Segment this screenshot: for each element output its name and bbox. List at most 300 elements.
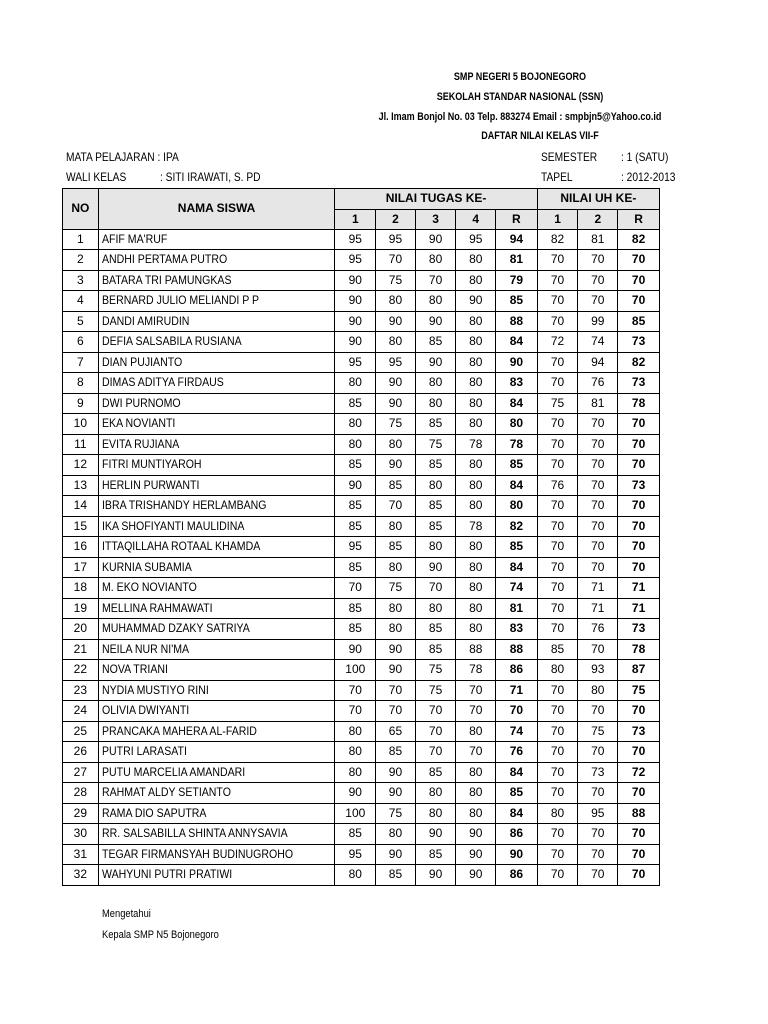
- tugas-score: 90: [376, 639, 416, 660]
- sub-header-tugas: 2: [376, 209, 416, 229]
- uh-average: 72: [618, 762, 660, 783]
- table-row: [63, 229, 660, 250]
- uh-average: 73: [618, 475, 660, 496]
- uh-score: 70: [537, 578, 578, 599]
- tugas-score: 80: [335, 721, 376, 742]
- table-row: [63, 762, 660, 783]
- tugas-score: 80: [456, 598, 496, 619]
- tugas-score: 80: [335, 434, 376, 455]
- tugas-score: 90: [456, 844, 496, 865]
- student-name: [98, 865, 335, 886]
- student-name: [98, 311, 335, 332]
- tugas-score: 85: [376, 537, 416, 558]
- student-name: [98, 762, 335, 783]
- tugas-score: 80: [415, 373, 456, 394]
- tugas-score: 70: [335, 578, 376, 599]
- row-number: 9: [63, 393, 99, 414]
- uh-score: 95: [578, 803, 618, 824]
- student-name-text: DIAN PUJIANTO: [101, 354, 182, 369]
- tugas-score: 95: [456, 229, 496, 250]
- student-name: [98, 270, 335, 291]
- tugas-score: 80: [456, 373, 496, 394]
- tugas-average: 90: [496, 844, 538, 865]
- sub-header-tugas: R: [496, 209, 538, 229]
- tugas-average: 81: [496, 250, 538, 271]
- tugas-score: 80: [456, 270, 496, 291]
- table-row: [63, 639, 660, 660]
- uh-score: 76: [578, 373, 618, 394]
- uh-score: 80: [537, 660, 578, 681]
- uh-average: 78: [618, 393, 660, 414]
- uh-score: 70: [578, 537, 618, 558]
- student-name: [98, 352, 335, 373]
- tugas-score: 85: [415, 332, 456, 353]
- uh-score: 76: [537, 475, 578, 496]
- row-number: 22: [63, 660, 99, 681]
- uh-average: 70: [618, 537, 660, 558]
- sub-header-tugas: 3: [415, 209, 456, 229]
- uh-score: 70: [578, 455, 618, 476]
- student-name-text: IKA SHOFIYANTI MAULIDINA: [101, 518, 245, 533]
- student-name: [98, 393, 335, 414]
- uh-score: 70: [537, 762, 578, 783]
- student-name: [98, 721, 335, 742]
- tugas-score: 90: [415, 865, 456, 886]
- tugas-score: 80: [335, 414, 376, 435]
- tugas-average: 86: [496, 865, 538, 886]
- tugas-score: 85: [415, 455, 456, 476]
- tugas-score: 75: [376, 578, 416, 599]
- uh-score: 70: [537, 557, 578, 578]
- student-name: [98, 844, 335, 865]
- tugas-score: 90: [376, 762, 416, 783]
- uh-score: 70: [578, 639, 618, 660]
- tugas-score: 80: [335, 762, 376, 783]
- tugas-score: 80: [456, 557, 496, 578]
- row-number: 4: [63, 291, 99, 312]
- table-row: [63, 824, 660, 845]
- tugas-score: 70: [415, 721, 456, 742]
- student-name-text: DWI PURNOMO: [101, 395, 181, 410]
- table-row: [63, 865, 660, 886]
- uh-score: 70: [537, 516, 578, 537]
- table-row: [63, 332, 660, 353]
- uh-score: 70: [537, 721, 578, 742]
- tugas-score: 80: [456, 455, 496, 476]
- tugas-average: 88: [496, 639, 538, 660]
- tugas-score: 75: [415, 680, 456, 701]
- uh-score: 70: [537, 373, 578, 394]
- uh-average: 70: [618, 434, 660, 455]
- tugas-average: 79: [496, 270, 538, 291]
- col-group-tugas: NILAI TUGAS KE-: [335, 189, 537, 210]
- uh-score: 74: [578, 332, 618, 353]
- row-number: 16: [63, 537, 99, 558]
- uh-score: 75: [537, 393, 578, 414]
- uh-average: 70: [618, 844, 660, 865]
- uh-average: 70: [618, 557, 660, 578]
- uh-score: 70: [578, 557, 618, 578]
- tugas-score: 85: [415, 496, 456, 517]
- student-name-text: NEILA NUR NI'MA: [101, 641, 189, 656]
- table-row: [63, 844, 660, 865]
- tugas-score: 90: [376, 783, 416, 804]
- row-number: 2: [63, 250, 99, 271]
- uh-score: 80: [537, 803, 578, 824]
- uh-score: 70: [537, 455, 578, 476]
- tugas-average: 74: [496, 721, 538, 742]
- uh-average: 70: [618, 414, 660, 435]
- uh-score: 70: [537, 496, 578, 517]
- uh-score: 70: [578, 434, 618, 455]
- student-name: [98, 455, 335, 476]
- uh-average: 70: [618, 742, 660, 763]
- tugas-score: 85: [376, 475, 416, 496]
- uh-score: 70: [537, 414, 578, 435]
- tugas-score: 65: [376, 721, 416, 742]
- tugas-score: 80: [456, 537, 496, 558]
- student-name-text: BATARA TRI PAMUNGKAS: [101, 272, 232, 287]
- tugas-score: 90: [415, 557, 456, 578]
- tugas-score: 80: [456, 393, 496, 414]
- student-name-text: HERLIN PURWANTI: [101, 477, 200, 492]
- uh-score: 70: [537, 680, 578, 701]
- tugas-average: 90: [496, 352, 538, 373]
- tugas-score: 95: [335, 844, 376, 865]
- tugas-average: 85: [496, 455, 538, 476]
- uh-score: 82: [537, 229, 578, 250]
- table-row: [63, 598, 660, 619]
- tugas-score: 80: [376, 516, 416, 537]
- tugas-score: 90: [376, 455, 416, 476]
- sub-header-tugas: 1: [335, 209, 376, 229]
- tugas-score: 70: [376, 250, 416, 271]
- table-row: [63, 803, 660, 824]
- tugas-score: 85: [335, 598, 376, 619]
- tugas-score: 80: [415, 475, 456, 496]
- uh-average: 71: [618, 598, 660, 619]
- uh-score: 76: [578, 619, 618, 640]
- uh-score: 70: [578, 824, 618, 845]
- row-number: 15: [63, 516, 99, 537]
- table-row: [63, 434, 660, 455]
- tugas-score: 90: [456, 865, 496, 886]
- col-header-name: NAMA SISWA: [98, 189, 335, 230]
- student-name-text: PUTU MARCELIA AMANDARI: [101, 764, 245, 779]
- student-name: [98, 803, 335, 824]
- tugas-score: 78: [456, 660, 496, 681]
- tugas-score: 85: [335, 455, 376, 476]
- uh-score: 72: [537, 332, 578, 353]
- tugas-score: 75: [376, 803, 416, 824]
- tugas-score: 80: [376, 598, 416, 619]
- tugas-score: 95: [335, 229, 376, 250]
- uh-average: 75: [618, 680, 660, 701]
- tugas-score: 75: [415, 660, 456, 681]
- list-title: DAFTAR NILAI KELAS VII-F: [481, 130, 599, 142]
- tugas-score: 80: [456, 721, 496, 742]
- tugas-score: 85: [415, 762, 456, 783]
- tugas-score: 80: [335, 865, 376, 886]
- tugas-score: 80: [335, 373, 376, 394]
- tugas-score: 90: [376, 393, 416, 414]
- tugas-average: 70: [496, 701, 538, 722]
- uh-score: 70: [537, 844, 578, 865]
- uh-score: 80: [578, 680, 618, 701]
- tugas-average: 74: [496, 578, 538, 599]
- tugas-score: 85: [335, 496, 376, 517]
- student-name-text: NYDIA MUSTIYO RINI: [101, 682, 209, 697]
- uh-score: 70: [537, 783, 578, 804]
- tugas-average: 85: [496, 783, 538, 804]
- student-name-text: KURNIA SUBAMIA: [101, 559, 192, 574]
- tugas-score: 70: [456, 742, 496, 763]
- student-name: [98, 701, 335, 722]
- tugas-score: 80: [456, 475, 496, 496]
- uh-score: 81: [578, 393, 618, 414]
- uh-score: 94: [578, 352, 618, 373]
- uh-average: 82: [618, 352, 660, 373]
- tugas-score: 90: [456, 824, 496, 845]
- student-name-text: IBRA TRISHANDY HERLAMBANG: [101, 498, 267, 513]
- tugas-score: 90: [335, 783, 376, 804]
- row-number: 21: [63, 639, 99, 660]
- tugas-score: 85: [335, 516, 376, 537]
- tugas-score: 75: [415, 434, 456, 455]
- table-row: [63, 475, 660, 496]
- uh-score: 70: [578, 516, 618, 537]
- uh-score: 70: [537, 742, 578, 763]
- semester-label: SEMESTER: [541, 150, 598, 164]
- table-row: [63, 455, 660, 476]
- table-row: [63, 270, 660, 291]
- tugas-score: 80: [335, 742, 376, 763]
- uh-score: 70: [578, 865, 618, 886]
- uh-score: 70: [537, 537, 578, 558]
- tugas-score: 100: [335, 803, 376, 824]
- student-name-text: MELLINA RAHMAWATI: [101, 600, 213, 615]
- uh-score: 70: [578, 414, 618, 435]
- student-name: [98, 660, 335, 681]
- sub-header-uh: R: [618, 209, 660, 229]
- student-name-text: NOVA TRIANI: [101, 662, 168, 677]
- row-number: 17: [63, 557, 99, 578]
- student-name-text: M. EKO NOVIANTO: [101, 580, 197, 595]
- tugas-score: 85: [335, 393, 376, 414]
- tugas-average: 84: [496, 762, 538, 783]
- tugas-score: 95: [376, 229, 416, 250]
- student-name-text: TEGAR FIRMANSYAH BUDINUGROHO: [101, 846, 293, 861]
- row-number: 28: [63, 783, 99, 804]
- tugas-score: 90: [376, 844, 416, 865]
- sub-header-uh: 2: [578, 209, 618, 229]
- tugas-score: 85: [335, 824, 376, 845]
- tugas-average: 84: [496, 803, 538, 824]
- grades-table: [62, 188, 660, 886]
- table-row: [63, 291, 660, 312]
- student-name-text: MUHAMMAD DZAKY SATRIYA: [101, 621, 250, 636]
- row-number: 29: [63, 803, 99, 824]
- table-row: [63, 496, 660, 517]
- semester-value: : 1 (SATU): [621, 150, 669, 164]
- uh-average: 70: [618, 496, 660, 517]
- table-row: [63, 619, 660, 640]
- tugas-score: 70: [376, 496, 416, 517]
- tugas-score: 70: [415, 701, 456, 722]
- student-name: [98, 373, 335, 394]
- student-name: [98, 742, 335, 763]
- tugas-score: 70: [376, 701, 416, 722]
- tugas-score: 80: [456, 332, 496, 353]
- subject-label: MATA PELAJARAN : IPA: [66, 150, 179, 164]
- tugas-score: 80: [376, 619, 416, 640]
- sub-header-tugas: 4: [456, 209, 496, 229]
- uh-average: 70: [618, 865, 660, 886]
- student-name: [98, 332, 335, 353]
- row-number: 23: [63, 680, 99, 701]
- tugas-score: 90: [415, 824, 456, 845]
- uh-average: 70: [618, 291, 660, 312]
- tugas-score: 80: [376, 291, 416, 312]
- tugas-score: 90: [335, 475, 376, 496]
- uh-average: 73: [618, 721, 660, 742]
- tugas-average: 83: [496, 373, 538, 394]
- uh-average: 70: [618, 824, 660, 845]
- uh-score: 70: [537, 311, 578, 332]
- tugas-score: 80: [456, 578, 496, 599]
- tugas-score: 70: [335, 680, 376, 701]
- uh-average: 70: [618, 701, 660, 722]
- student-name: [98, 639, 335, 660]
- student-name-text: RAHMAT ALDY SETIANTO: [101, 785, 231, 800]
- student-name-text: AFIF MA'RUF: [101, 231, 168, 246]
- table-row: [63, 373, 660, 394]
- uh-score: 70: [578, 496, 618, 517]
- student-name: [98, 496, 335, 517]
- uh-score: 70: [578, 291, 618, 312]
- tugas-score: 80: [376, 824, 416, 845]
- tugas-average: 86: [496, 660, 538, 681]
- tugas-score: 70: [335, 701, 376, 722]
- tugas-score: 80: [456, 250, 496, 271]
- student-name-text: DANDI AMIRUDIN: [101, 313, 190, 328]
- uh-average: 73: [618, 332, 660, 353]
- student-name-text: FITRI MUNTIYAROH: [101, 457, 202, 472]
- tugas-score: 85: [335, 557, 376, 578]
- tugas-score: 85: [415, 516, 456, 537]
- row-number: 6: [63, 332, 99, 353]
- tugas-score: 90: [456, 291, 496, 312]
- col-header-no: NO: [63, 189, 99, 230]
- tugas-average: 86: [496, 824, 538, 845]
- uh-average: 70: [618, 783, 660, 804]
- tugas-average: 85: [496, 537, 538, 558]
- school-address: Jl. Imam Bonjol No. 03 Telp. 883274 Email : smpbjn5@Yahoo.co.id: [378, 111, 662, 123]
- student-name: [98, 598, 335, 619]
- uh-score: 99: [578, 311, 618, 332]
- tugas-score: 90: [415, 229, 456, 250]
- row-number: 30: [63, 824, 99, 845]
- uh-score: 70: [578, 250, 618, 271]
- student-name-text: PRANCAKA MAHERA AL-FARID: [101, 723, 257, 738]
- uh-score: 70: [578, 270, 618, 291]
- row-number: 20: [63, 619, 99, 640]
- uh-average: 73: [618, 619, 660, 640]
- tugas-score: 80: [415, 537, 456, 558]
- tugas-score: 90: [335, 639, 376, 660]
- student-name-text: RAMA DIO SAPUTRA: [101, 805, 207, 820]
- uh-average: 70: [618, 250, 660, 271]
- tugas-score: 80: [456, 783, 496, 804]
- uh-average: 71: [618, 578, 660, 599]
- tugas-score: 75: [376, 270, 416, 291]
- tugas-score: 80: [415, 783, 456, 804]
- tugas-score: 85: [415, 639, 456, 660]
- table-row: [63, 578, 660, 599]
- tugas-score: 85: [376, 865, 416, 886]
- tugas-score: 80: [456, 496, 496, 517]
- table-row: [63, 742, 660, 763]
- tugas-score: 70: [456, 701, 496, 722]
- uh-average: 70: [618, 270, 660, 291]
- tugas-average: 84: [496, 332, 538, 353]
- row-number: 19: [63, 598, 99, 619]
- student-name-text: OLIVIA DWIYANTI: [101, 703, 189, 718]
- tugas-average: 84: [496, 557, 538, 578]
- student-name: [98, 475, 335, 496]
- tugas-score: 80: [456, 762, 496, 783]
- row-number: 3: [63, 270, 99, 291]
- tugas-score: 80: [376, 557, 416, 578]
- row-number: 27: [63, 762, 99, 783]
- student-name-text: EKA NOVIANTI: [101, 416, 176, 431]
- student-name-text: EVITA RUJIANA: [101, 436, 179, 451]
- tugas-average: 76: [496, 742, 538, 763]
- school-subtitle: SEKOLAH STANDAR NASIONAL (SSN): [436, 91, 604, 103]
- uh-score: 70: [537, 619, 578, 640]
- tugas-average: 80: [496, 496, 538, 517]
- tugas-average: 85: [496, 291, 538, 312]
- row-number: 26: [63, 742, 99, 763]
- uh-score: 85: [537, 639, 578, 660]
- table-row: [63, 721, 660, 742]
- tugas-score: 70: [456, 680, 496, 701]
- tugas-score: 80: [415, 250, 456, 271]
- tugas-score: 95: [376, 352, 416, 373]
- tugas-score: 90: [335, 332, 376, 353]
- student-name: [98, 680, 335, 701]
- tugas-score: 70: [415, 270, 456, 291]
- uh-score: 70: [537, 598, 578, 619]
- student-name: [98, 824, 335, 845]
- tugas-average: 84: [496, 475, 538, 496]
- uh-average: 87: [618, 660, 660, 681]
- tugas-score: 70: [415, 578, 456, 599]
- row-number: 18: [63, 578, 99, 599]
- uh-average: 78: [618, 639, 660, 660]
- tugas-score: 90: [335, 270, 376, 291]
- row-number: 24: [63, 701, 99, 722]
- uh-score: 70: [537, 270, 578, 291]
- student-name-text: WAHYUNI PUTRI PRATIWI: [101, 867, 232, 882]
- uh-average: 82: [618, 229, 660, 250]
- tugas-score: 80: [415, 598, 456, 619]
- tugas-score: 90: [376, 311, 416, 332]
- tugas-score: 90: [335, 311, 376, 332]
- row-number: 14: [63, 496, 99, 517]
- tugas-score: 70: [376, 680, 416, 701]
- row-number: 5: [63, 311, 99, 332]
